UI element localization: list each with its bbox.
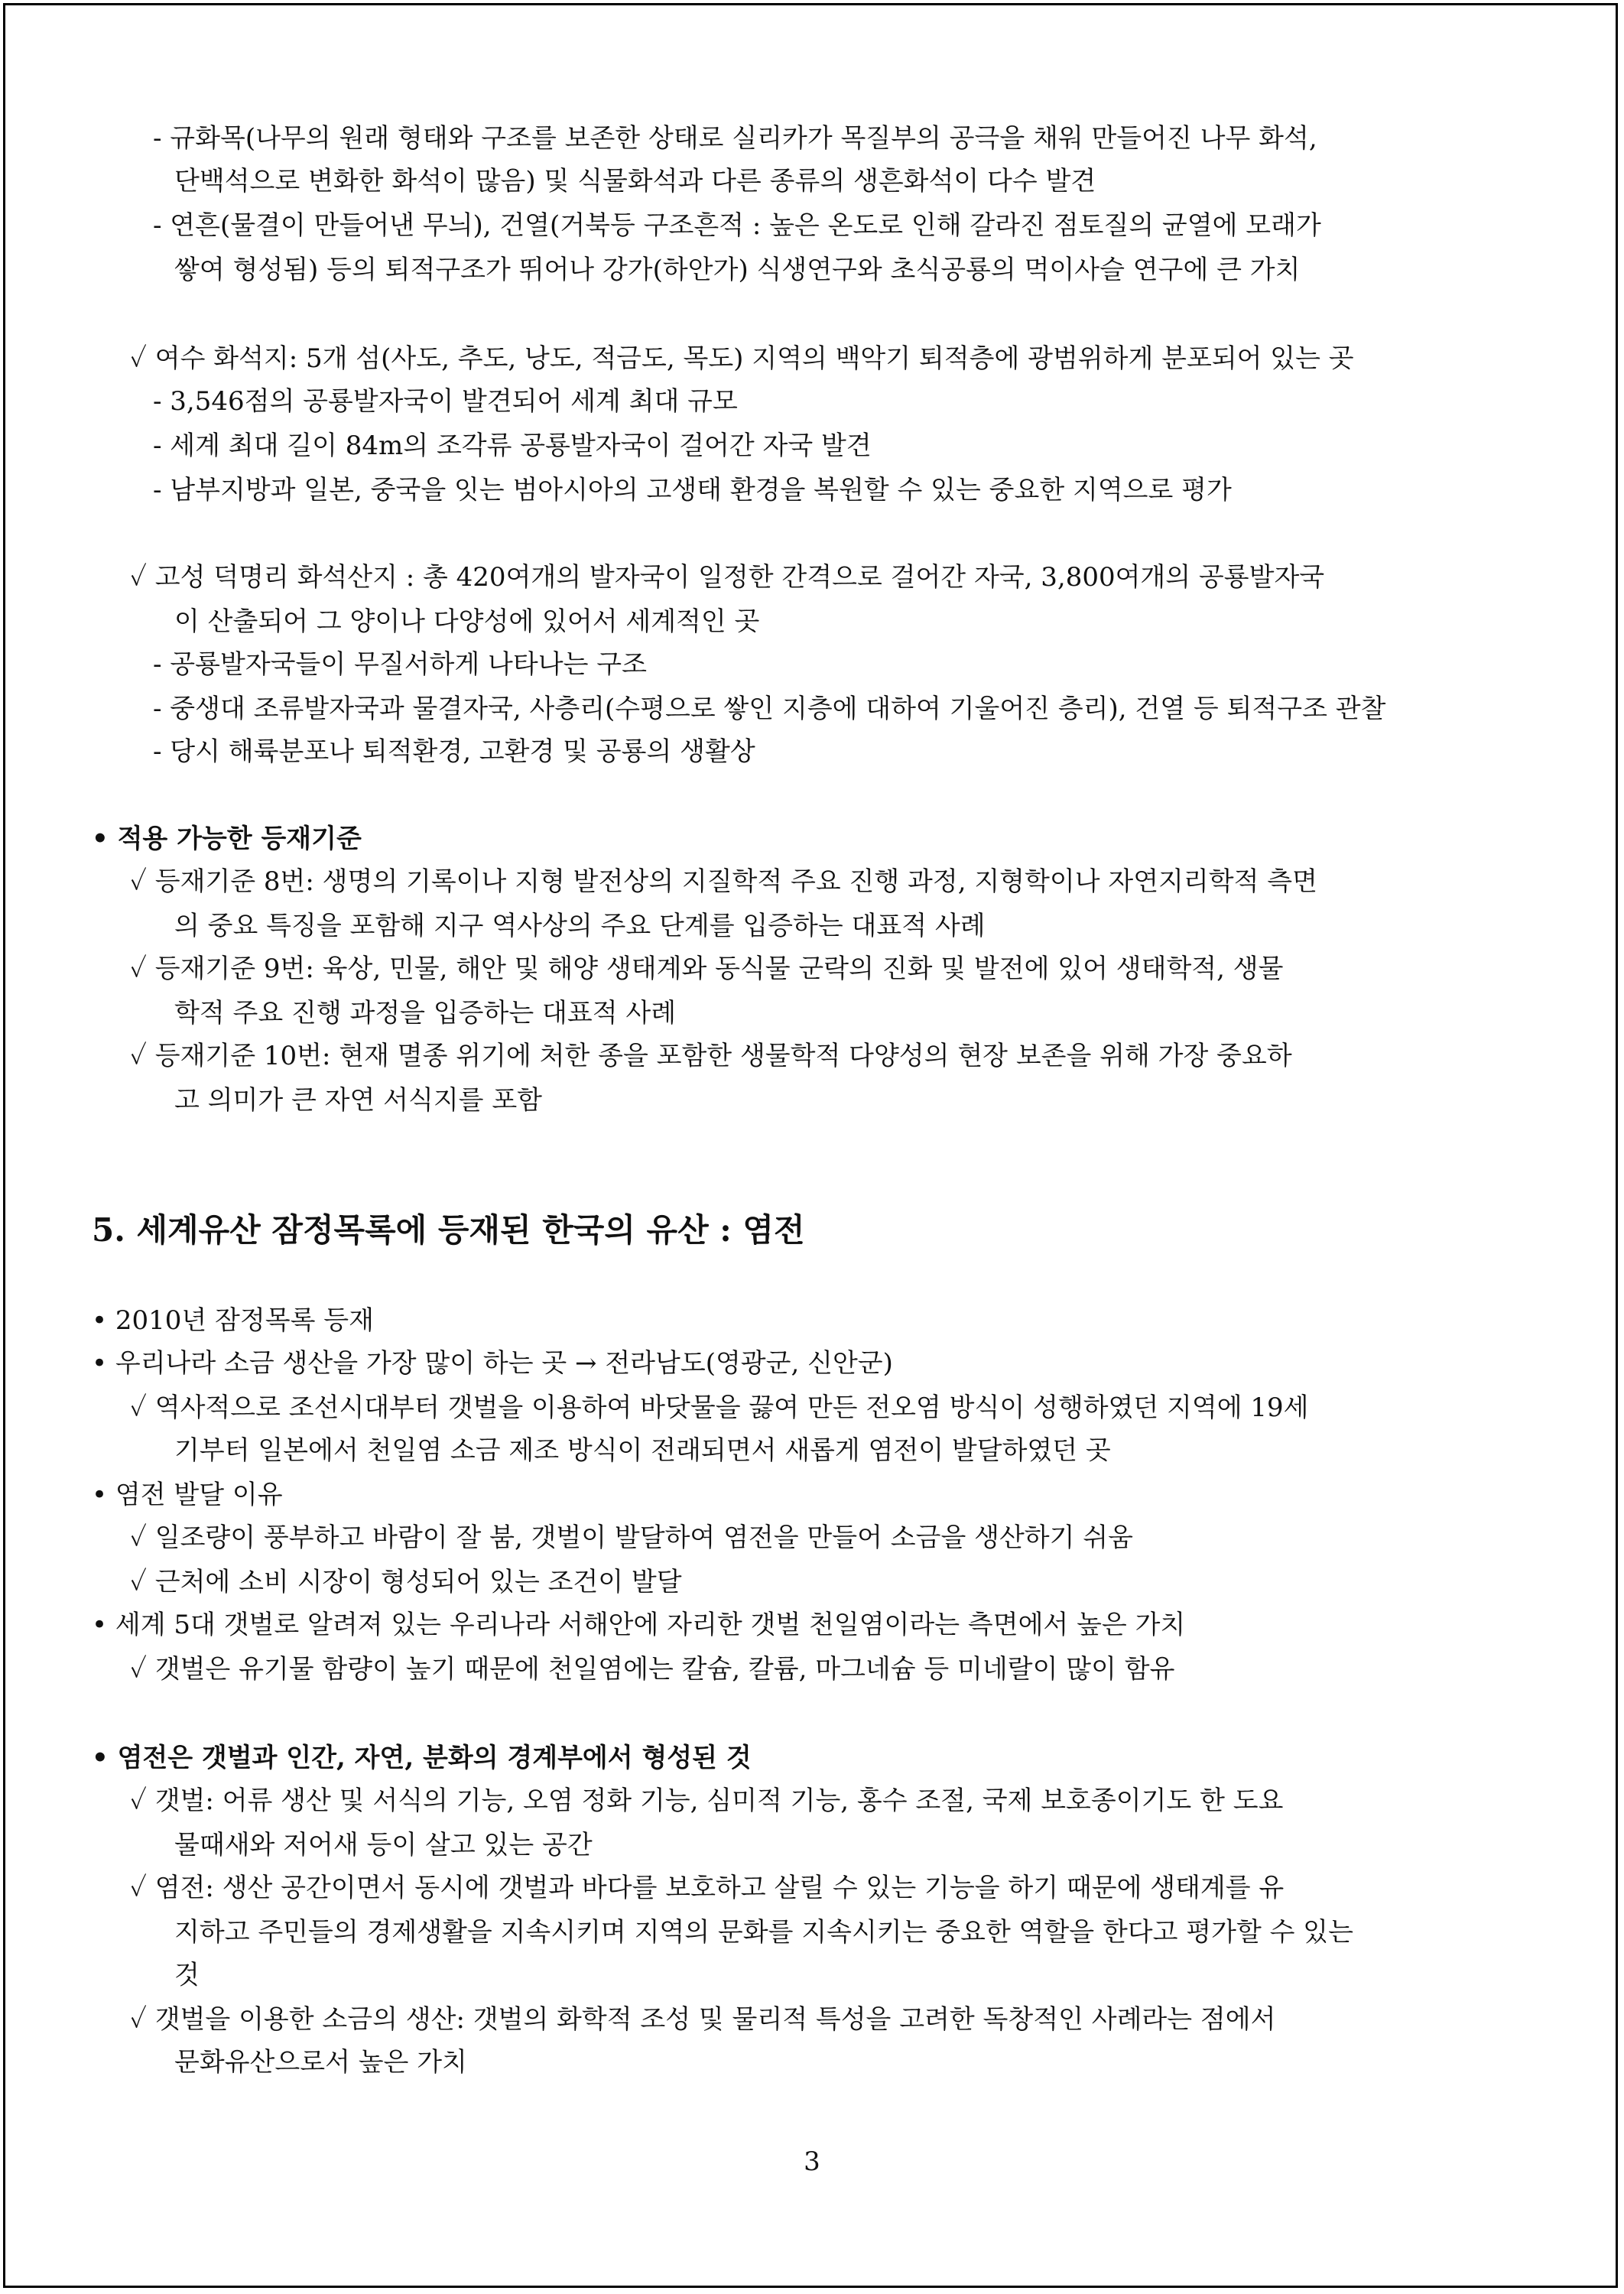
text-line: - 연흔(물결이 만들어낸 무늬), 건열(거북등 구조흔적 : 높은 온도로 인해 갈라진 점토질의 균열에 모래가 [153,210,1321,241]
text-line: ✓ 고성 덕명리 화석산지 : 총 420여개의 발자국이 일정한 간격으로 걸어간 자국, 3,800여개의 공룡발자국 [130,562,1325,593]
text-line: - 3,546점의 공룡발자국이 발견되어 세계 최대 규모 [153,386,738,417]
text-line: 것 [174,1960,200,1990]
text-line: ✓ 등재기준 10번: 현재 멸종 위기에 처한 종을 포함한 생물학적 다양성의 현장 보존을 위해 가장 중요하 [130,1041,1292,1071]
text-line: - 중생대 조류발자국과 물결자국, 사층리(수평으로 쌓인 지층에 대하여 기울어진 층리), 건열 등 퇴적구조 관찰 [153,694,1386,724]
text-line: 지하고 주민들의 경제생활을 지속시키며 지역의 문화를 지속시키는 중요한 역할을 한다고 평가할 수 있는 [174,1917,1353,1948]
text-line: ✓ 염전: 생산 공간이면서 동시에 갯벌과 바다를 보호하고 살릴 수 있는 기능을 하기 때문에 생태계를 유 [130,1873,1285,1903]
text-line: 이 산출되어 그 양이나 다양성에 있어서 세계적인 곳 [174,606,760,637]
text-line: ✓ 근처에 소비 시장이 형성되어 있는 조건이 발달 [130,1567,682,1597]
text-line: - 남부지방과 일본, 중국을 잇는 범아시아의 고생태 환경을 복원할 수 있는 중요한 지역으로 평가 [153,475,1232,505]
text-line: ✓ 등재기준 9번: 육상, 민물, 해안 및 해양 생태계와 동식물 군락의 진화 및 발전에 있어 생태학적, 생물 [130,954,1284,984]
text-line: ✓ 갯벌: 어류 생산 및 서식의 기능, 오염 정화 기능, 심미적 기능, 홍수 조절, 국제 보호종이기도 한 도요 [130,1785,1284,1816]
criteria-heading: • 적용 가능한 등재기준 [92,824,362,854]
text-line: • 2010년 잠정목록 등재 [92,1305,374,1336]
text-line: ✓ 여수 화석지: 5개 섬(사도, 추도, 낭도, 적금도, 목도) 지역의 백악기 퇴적층에 광범위하게 분포되어 있는 곳 [130,343,1354,374]
text-line: • 염전 발달 이유 [92,1480,283,1510]
text-line: 쌓여 형성됨) 등의 퇴적구조가 뛰어나 강가(하안가) 식생연구와 초식공룡의 먹이사슬 연구에 큰 가치 [174,255,1301,285]
text-line: 고 의미가 큰 자연 서식지를 포함 [174,1085,543,1116]
text-line: • 세계 5대 갯벌로 알려져 있는 우리나라 서해안에 자리한 갯벌 천일염이라는 측면에서 높은 가치 [92,1610,1186,1640]
page-number: 3 [804,2146,820,2177]
text-line: ✓ 갯벌을 이용한 소금의 생산: 갯벌의 화학적 조성 및 물리적 특성을 고려한 독창적인 사례라는 점에서 [130,2004,1276,2035]
text-line: ✓ 갯벌은 유기물 함량이 높기 때문에 천일염에는 칼슘, 칼륨, 마그네슘 등 미네랄이 많이 함유 [130,1654,1175,1685]
boundary-heading: • 염전은 갯벌과 인간, 자연, 분화의 경계부에서 형성된 것 [92,1743,752,1773]
text-line: • 우리나라 소금 생산을 가장 많이 하는 곳 → 전라남도(영광군, 신안군) [92,1348,893,1379]
text-line: 물때새와 저어새 등이 살고 있는 공간 [174,1830,593,1860]
text-line: ✓ 일조량이 풍부하고 바람이 잘 붐, 갯벌이 발달하여 염전을 만들어 소금을 생산하기 쉬움 [130,1522,1133,1553]
text-line: - 세계 최대 길이 84m의 조각류 공룡발자국이 걸어간 자국 발견 [153,431,872,461]
text-line: 단백석으로 변화한 화석이 많음) 및 식물화석과 다른 종류의 생흔화석이 다수 발견 [174,166,1096,197]
section-title: 5. 세계유산 잠정목록에 등재된 한국의 유산 : 염전 [92,1211,805,1249]
text-line: ✓ 등재기준 8번: 생명의 기록이나 지형 발전상의 지질학적 주요 진행 과정, 지형학이나 자연지리학적 측면 [130,866,1317,897]
text-line: 문화유산으로서 높은 가치 [174,2047,467,2078]
text-line: - 공룡발자국들이 무질서하게 나타나는 구조 [153,649,647,680]
text-line: ✓ 역사적으로 조선시대부터 갯벌을 이용하여 바닷물을 끓여 만든 전오염 방식이 성행하였던 지역에 19세 [130,1392,1309,1423]
text-line: 의 중요 특징을 포함해 지구 역사상의 주요 단계를 입증하는 대표적 사례 [174,911,986,941]
text-line: 학적 주요 진행 과정을 입증하는 대표적 사례 [174,998,677,1028]
text-line: - 당시 해륙분포나 퇴적환경, 고환경 및 공룡의 생활상 [153,736,755,767]
text-line: 기부터 일본에서 천일염 소금 제조 방식이 전래되면서 새롭게 염전이 발달하였던 곳 [174,1435,1111,1466]
text-line: - 규화목(나무의 원래 형태와 구조를 보존한 상태로 실리카가 목질부의 공극을 채워 만들어진 나무 화석, [153,123,1317,154]
